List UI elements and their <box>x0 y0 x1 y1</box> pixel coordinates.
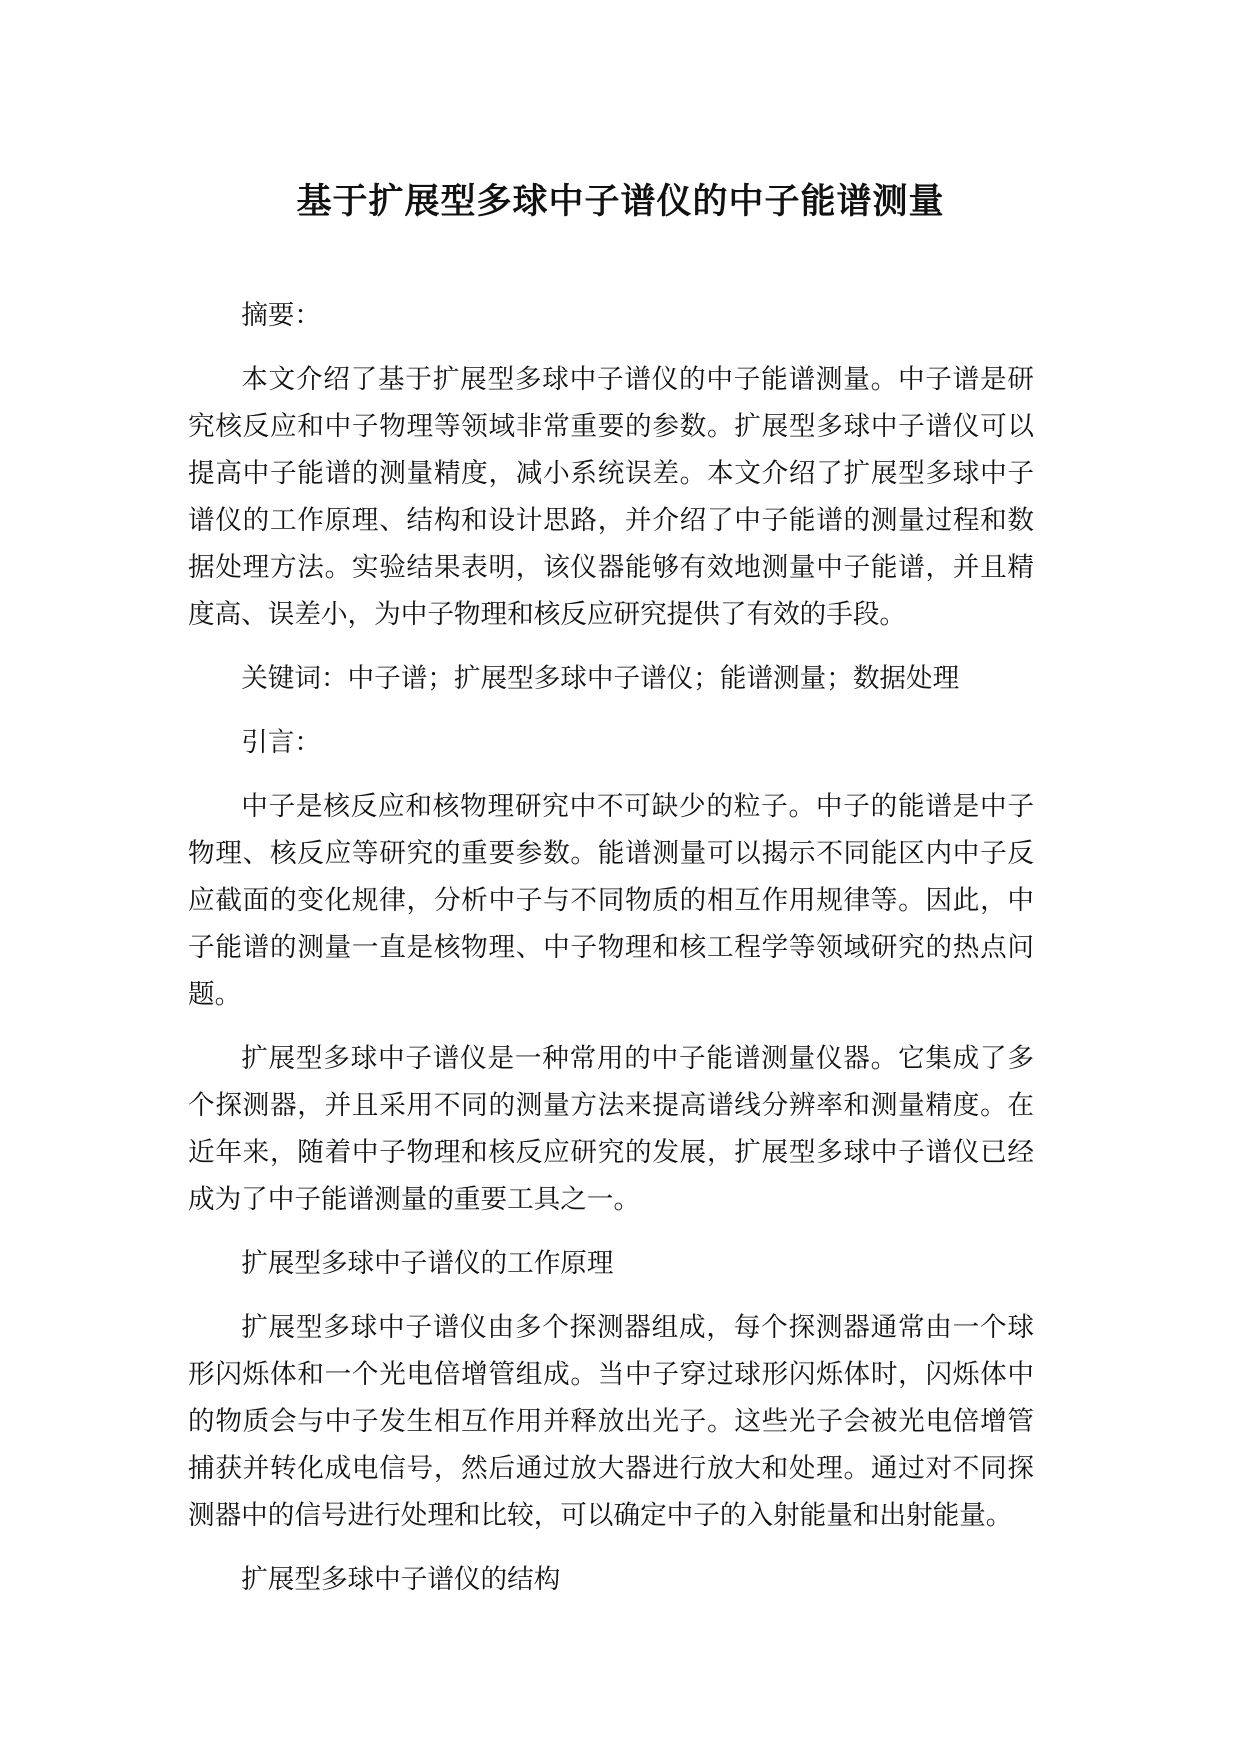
keywords-line: 关键词：中子谱；扩展型多球中子谱仪；能谱测量；数据处理 <box>241 663 960 694</box>
intro-heading: 引言： <box>241 727 321 758</box>
abstract-heading: 摘要： <box>241 300 321 331</box>
intro-paragraph-1: 中子是核反应和核物理研究中不可缺少的粒子。中子的能谱是中子物理、核反应等研究的重要参数。能谱测量可以揭示不同能区内中子反应截面的变化规律，分析中子与不同物质的相互作用规律等。因此，中子能谱的测量一直是核物理、中子物理和核工程学等领域研究的热点问题。 <box>188 791 1034 1010</box>
section-heading-structure: 扩展型多球中子谱仪的结构 <box>241 1564 561 1595</box>
working-principle-paragraph: 扩展型多球中子谱仪由多个探测器组成，每个探测器通常由一个球形闪烁体和一个光电倍增管组成。当中子穿过球形闪烁体时，闪烁体中的物质会与中子发生相互作用并释放出光子。这些光子会被光电倍增管捕获并转化成电信号，然后通过放大器进行放大和处理。通过对不同探测器中的信号进行处理和比较，可以确定中子的入射能量和出射能量。 <box>188 1312 1034 1531</box>
document-title: 基于扩展型多球中子谱仪的中子能谱测量 <box>296 182 945 222</box>
abstract-paragraph: 本文介绍了基于扩展型多球中子谱仪的中子能谱测量。中子谱是研究核反应和中子物理等领域非常重要的参数。扩展型多球中子谱仪可以提高中子能谱的测量精度，减小系统误差。本文介绍了扩展型多球中子谱仪的工作原理、结构和设计思路，并介绍了中子能谱的测量过程和数据处理方法。实验结果表明，该仪器能够有效地测量中子能谱，并且精度高、误差小，为中子物理和核反应研究提供了有效的手段。 <box>188 364 1034 630</box>
document-body <box>188 292 1034 1620</box>
intro-paragraph-2: 扩展型多球中子谱仪是一种常用的中子能谱测量仪器。它集成了多个探测器，并且采用不同的测量方法来提高谱线分辨率和测量精度。在近年来，随着中子物理和核反应研究的发展，扩展型多球中子谱仪已经成为了中子能谱测量的重要工具之一。 <box>188 1043 1034 1215</box>
section-heading-working-principle: 扩展型多球中子谱仪的工作原理 <box>241 1248 614 1279</box>
